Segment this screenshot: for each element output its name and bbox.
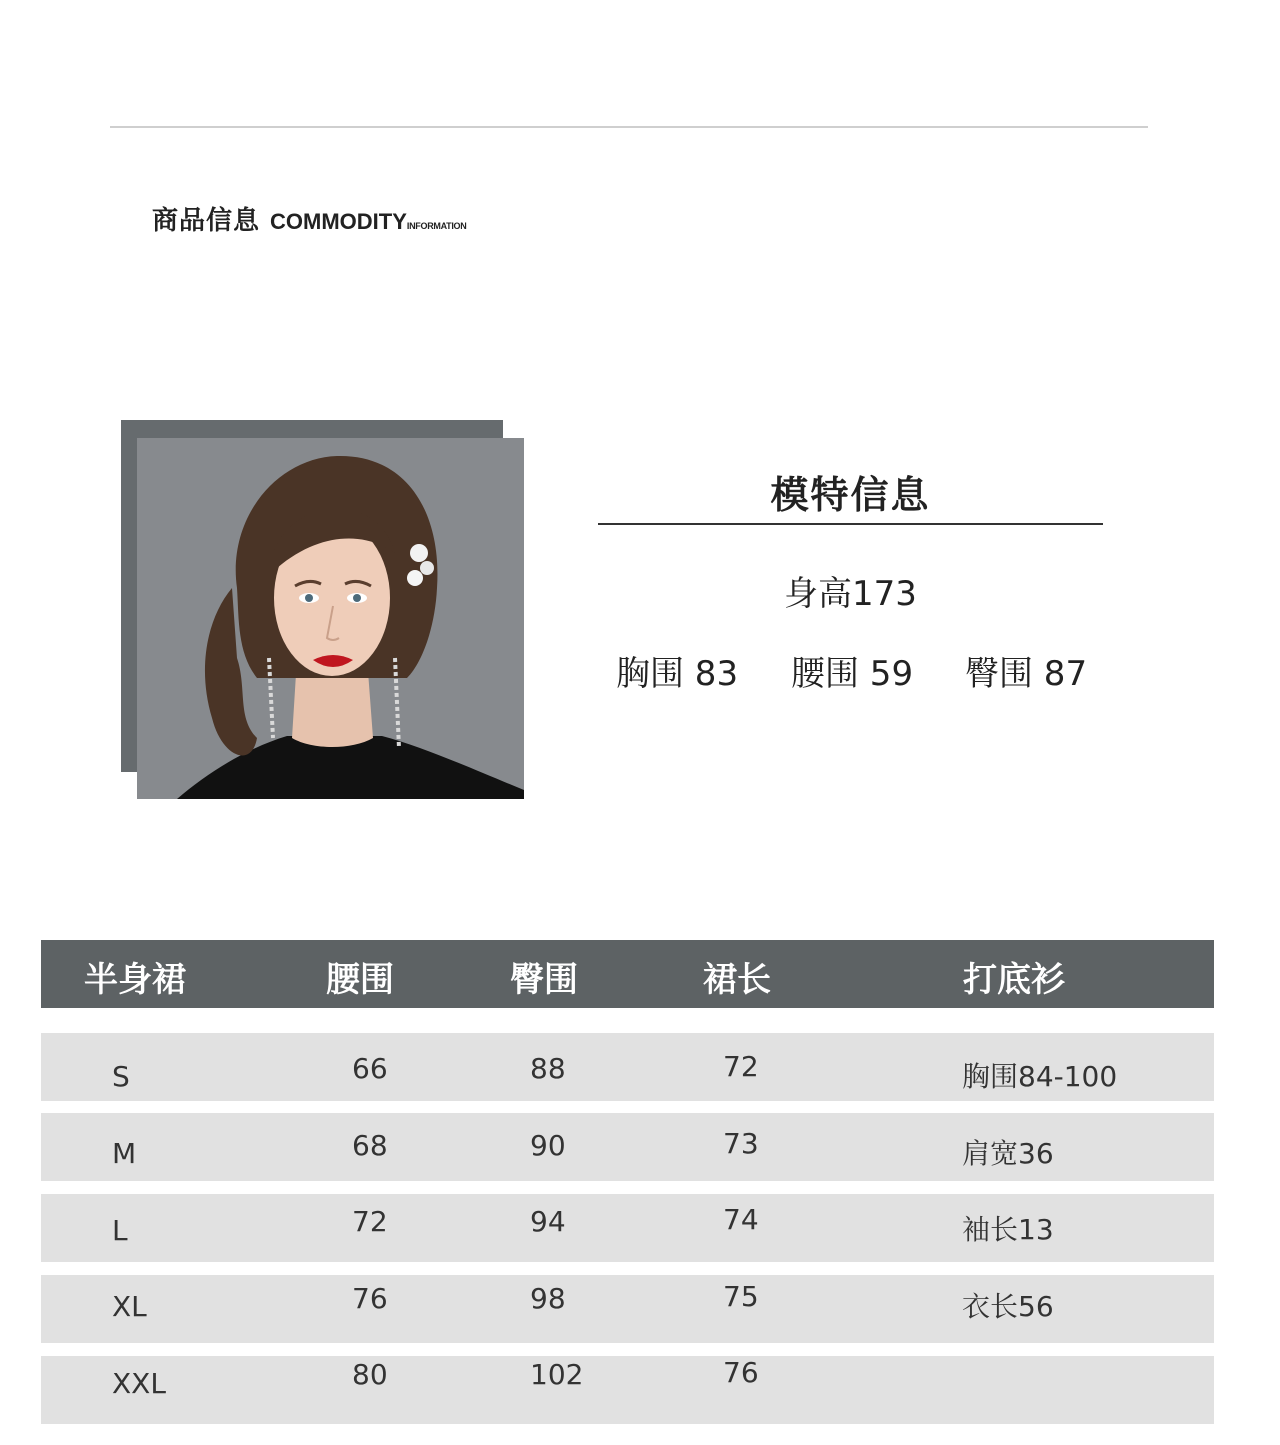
size-table-cell: XL: [112, 1290, 147, 1323]
size-table-header-cell: 臀围: [510, 960, 578, 1000]
size-table-cell: 94: [530, 1205, 566, 1238]
top-divider: [110, 126, 1148, 128]
size-table-header-cell: 打底衫: [963, 960, 1065, 1000]
size-table-cell: 90: [530, 1129, 566, 1162]
size-table-header-cell: 腰围: [326, 960, 394, 1000]
size-table-cell: S: [112, 1060, 130, 1093]
size-table-cell: 88: [530, 1052, 566, 1085]
size-table-cell: 衣长56: [962, 1290, 1054, 1323]
iris-right: [353, 594, 361, 602]
section-title-cn: 商品信息: [152, 206, 261, 236]
size-table-cell: 72: [352, 1205, 388, 1238]
model-height: 身高173: [784, 574, 917, 614]
hair-ornament-2: [420, 561, 434, 575]
size-table-cell: 73: [723, 1127, 759, 1160]
size-table-cell: 74: [723, 1203, 759, 1236]
size-table-cell: 75: [723, 1280, 759, 1313]
model-waist: 腰围 59: [791, 654, 914, 694]
size-table-cell: XXL: [112, 1367, 166, 1400]
section-title-en: COMMODITY: [270, 209, 407, 234]
hair-ornament-1: [410, 544, 428, 562]
model-portrait-illustration: [137, 438, 524, 799]
model-bust: 胸围 83: [616, 654, 739, 694]
size-table-cell: 68: [352, 1129, 388, 1162]
size-table-cell: 66: [352, 1052, 388, 1085]
section-title: [152, 200, 466, 237]
size-table-cell: L: [112, 1214, 128, 1247]
size-table-cell: 76: [723, 1356, 759, 1389]
size-table-cell: 98: [530, 1282, 566, 1315]
size-table-cell: 胸围84-100: [962, 1060, 1118, 1093]
size-table-cell: 102: [530, 1358, 584, 1391]
model-hips: 臀围 87: [965, 654, 1088, 694]
size-table-cell: 72: [723, 1050, 759, 1083]
size-table-cell: 袖长13: [962, 1213, 1054, 1246]
size-table-row: [41, 1356, 1214, 1424]
size-table-cell: 76: [352, 1282, 388, 1315]
size-table-header-cell: 裙长: [703, 960, 771, 1000]
model-info-divider: [598, 523, 1103, 525]
hair-ornament-3: [407, 570, 423, 586]
size-table-header-cell: 半身裙: [84, 960, 186, 1000]
model-info-title: 模特信息: [770, 473, 931, 517]
size-table-cell: 肩宽36: [962, 1137, 1054, 1170]
size-table-cell: 80: [352, 1358, 388, 1391]
iris-left: [305, 594, 313, 602]
size-table-cell: M: [112, 1137, 137, 1170]
section-title-en-small: INFORMATION: [406, 221, 467, 231]
model-photo: [137, 438, 524, 799]
